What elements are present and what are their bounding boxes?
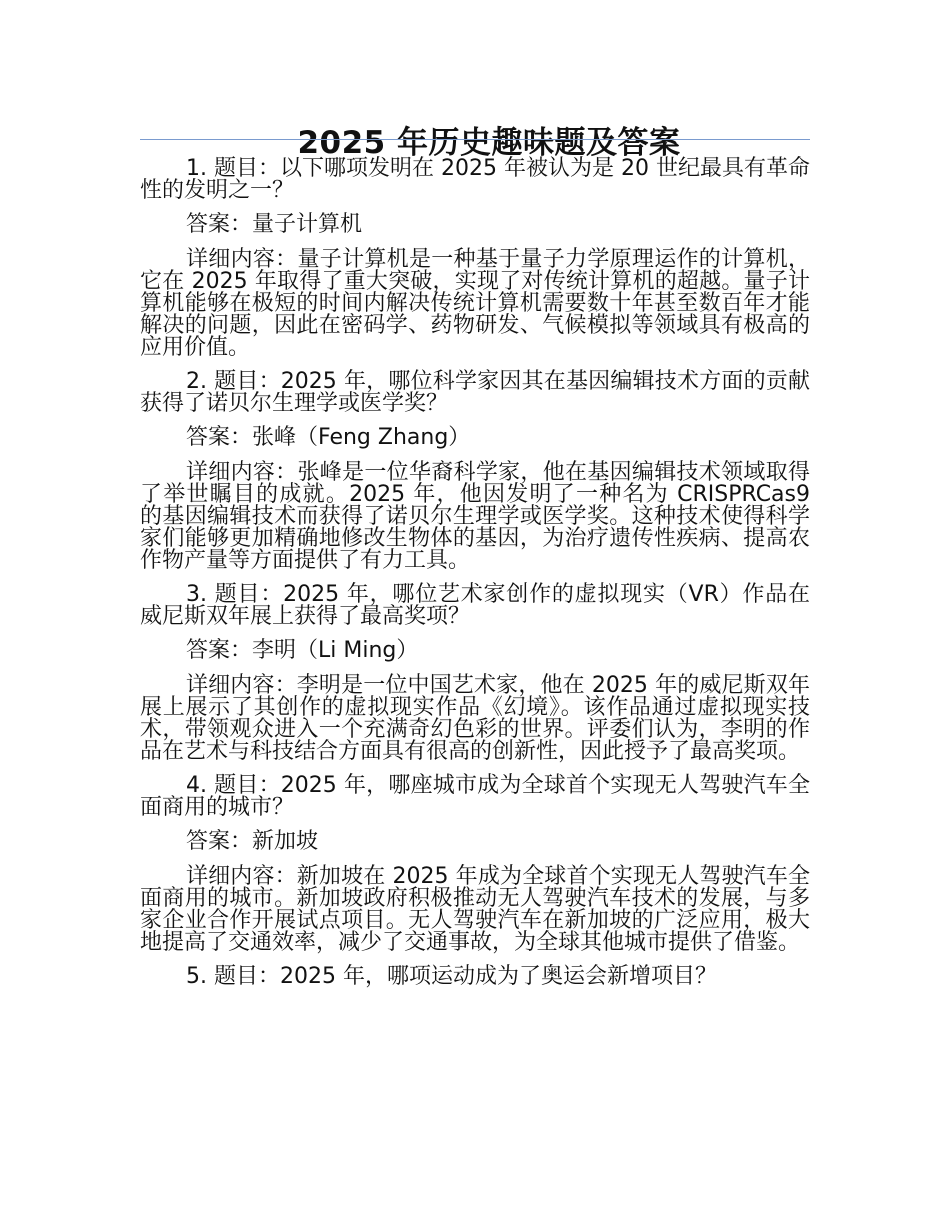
question-5: 5. 题目：2025 年，哪项运动成为了奥运会新增项目？: [186, 964, 717, 989]
question-2: 2. 题目：2025 年，哪位科学家因其在基因编辑技术方面的贡献获得了诺贝尔生理学或医学奖？: [140, 369, 810, 416]
detail-2: 详细内容：张峰是一位华裔科学家，他在基因编辑技术领域取得了举世瞩目的成就。2025 年，他因发明了一种名为 CRISPRCas9 的基因编辑技术而获得了诺贝尔生理学或医学奖。这种技术使得科学家们能够更加精确地修改生物体的基因，为治疗遗传性疾病、提高农作物产量等方面提供了有力工具。: [140, 460, 810, 573]
answer-1: 答案：量子计算机: [186, 212, 363, 237]
question-3: 3. 题目：2025 年，哪位艺术家创作的虚拟现实（VR）作品在威尼斯双年展上获得了最高奖项？: [140, 582, 810, 629]
answer-3: 答案：李明（Li Ming）: [186, 638, 419, 663]
document-body: [140, 158, 810, 1000]
detail-3: 详细内容：李明是一位中国艺术家，他在 2025 年的威尼斯双年展上展示了其创作的虚拟现实作品《幻境》。该作品通过虚拟现实技术，带领观众进入一个充满奇幻色彩的世界。评委们认为，李明的作品在艺术与科技结合方面具有很高的创新性，因此授予了最高奖项。: [140, 673, 810, 764]
detail-4: 详细内容：新加坡在 2025 年成为全球首个实现无人驾驶汽车全面商用的城市。新加坡政府积极推动无人驾驶汽车技术的发展，与多家企业合作开展试点项目。无人驾驶汽车在新加坡的广泛应用，极大地提高了交通效率，减少了交通事故，为全球其他城市提供了借鉴。: [140, 864, 810, 955]
detail-1: 详细内容：量子计算机是一种基于量子力学原理运作的计算机，它在 2025 年取得了重大突破，实现了对传统计算机的超越。量子计算机能够在极短的时间内解决传统计算机需要数十年甚至数百年才能解决的问题，因此在密码学、药物研发、气候模拟等领域具有极高的应用价值。: [140, 247, 810, 360]
question-1: 1. 题目：以下哪项发明在 2025 年被认为是 20 世纪最具有革命性的发明之一？: [140, 156, 810, 203]
question-4: 4. 题目：2025 年，哪座城市成为全球首个实现无人驾驶汽车全面商用的城市？: [140, 773, 810, 820]
title-underline: [140, 139, 810, 140]
page-title: 2025 年历史趣味题及答案: [297, 124, 681, 161]
answer-2: 答案：张峰（Feng Zhang）: [186, 425, 471, 450]
answer-4: 答案：新加坡: [186, 829, 319, 854]
